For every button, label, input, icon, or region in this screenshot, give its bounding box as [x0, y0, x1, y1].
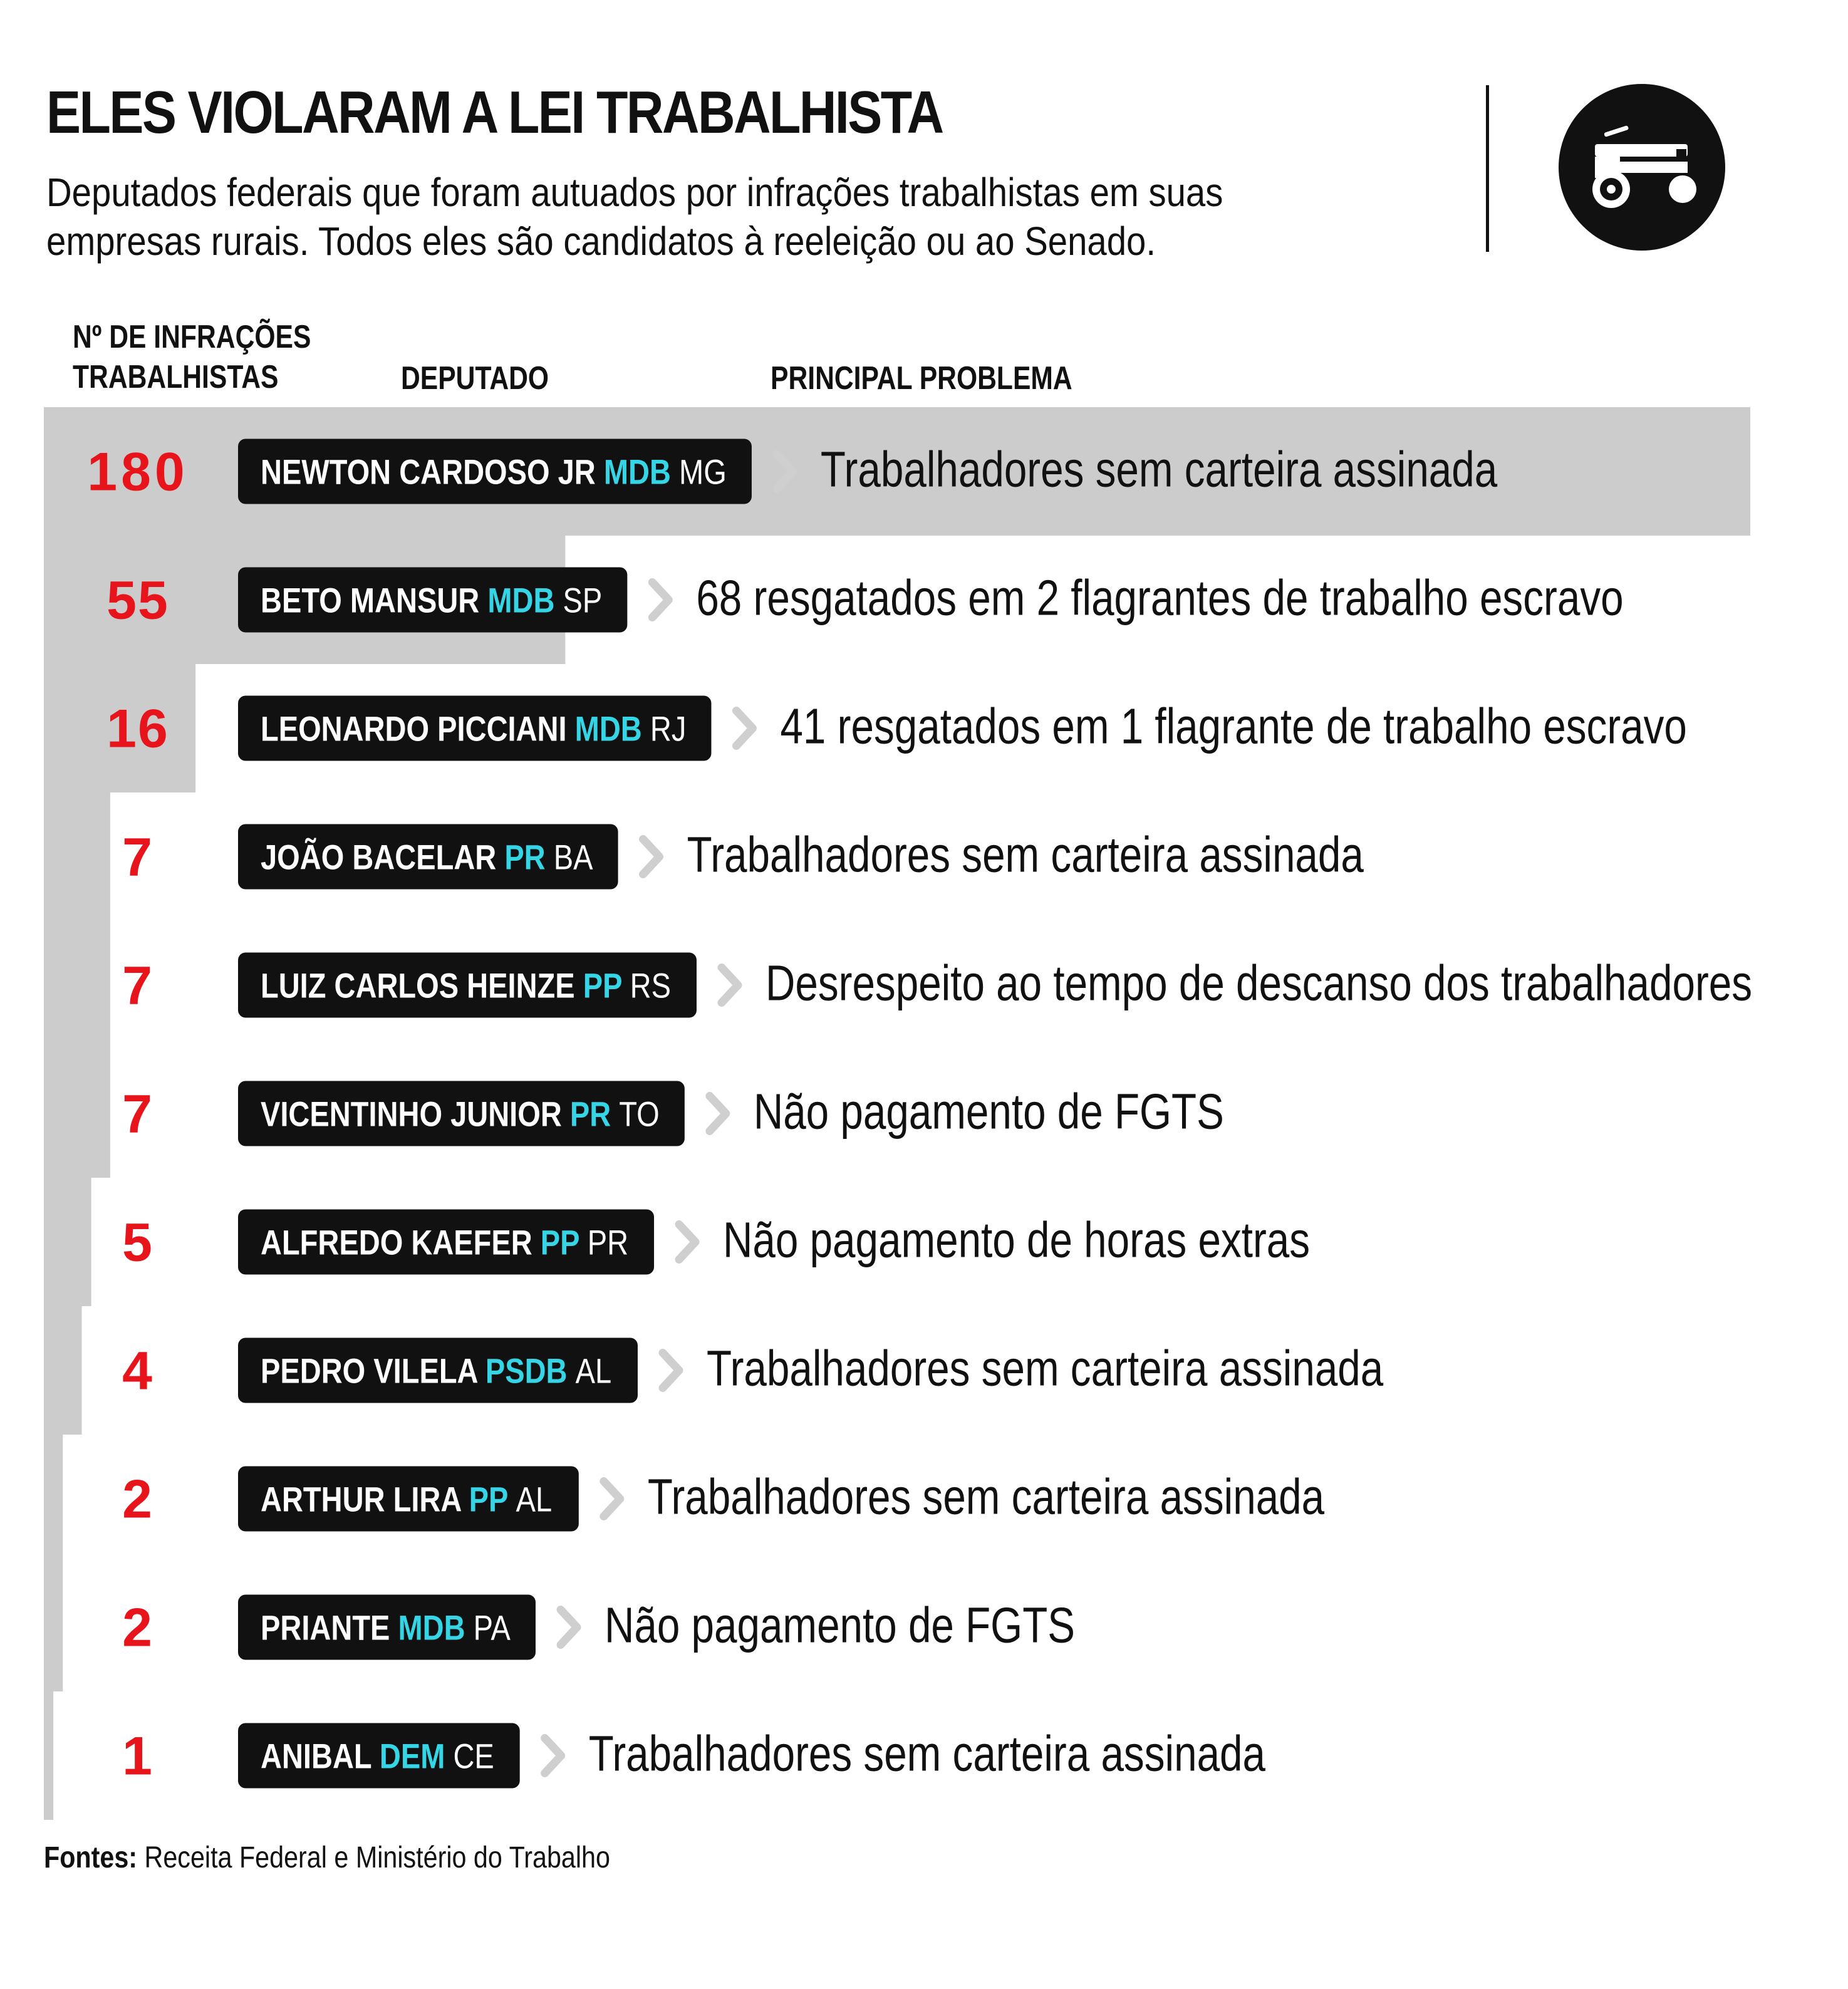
table-row — [44, 1178, 1310, 1306]
table-row — [44, 664, 1687, 792]
source-label: Fontes: — [44, 1841, 138, 1874]
table-row — [44, 536, 1624, 664]
state-label: PA — [473, 1607, 511, 1648]
deputy-label — [261, 452, 727, 492]
chevron-right-icon — [652, 583, 668, 618]
state-label: PR — [587, 1222, 629, 1262]
deputy-name: ARTHUR LIRA — [261, 1479, 469, 1519]
count-label: 2 — [122, 1469, 153, 1530]
problem-label: Não pagamento de FGTS — [753, 1083, 1224, 1140]
table-row — [44, 792, 1364, 921]
chevron-right-icon — [736, 711, 752, 746]
party-label: MDB — [487, 580, 563, 620]
bar — [44, 1435, 63, 1563]
state-label: AL — [575, 1351, 612, 1391]
column-header-count-line-2: TRABALHISTAS — [73, 359, 279, 395]
party-label: MDB — [574, 709, 650, 749]
deputy-name: ANIBAL — [261, 1736, 380, 1776]
deputy-label — [261, 1094, 660, 1134]
bar — [44, 792, 110, 921]
deputy-label — [261, 1608, 511, 1648]
deputy-name: LEONARDO PICCIANI — [261, 709, 575, 749]
count-label: 7 — [122, 955, 153, 1016]
deputy-label — [261, 1480, 552, 1519]
problem-label: Não pagamento de FGTS — [604, 1597, 1076, 1653]
count-label: 4 — [122, 1341, 153, 1401]
deputy-label — [261, 966, 671, 1005]
state-label: MG — [679, 452, 727, 492]
deputy-label — [261, 1351, 611, 1391]
deputy-name: JOÃO BACELAR — [261, 837, 505, 877]
deputy-name: NEWTON CARDOSO JR — [261, 452, 604, 492]
problem-label: Trabalhadores sem carteira assinada — [687, 826, 1364, 883]
chevron-right-icon — [679, 1225, 695, 1260]
chevron-right-icon — [545, 1738, 561, 1773]
chevron-right-icon — [604, 1482, 620, 1517]
chevron-right-icon — [722, 968, 738, 1003]
bar — [44, 1178, 91, 1306]
table-row — [44, 1435, 1324, 1563]
deputy-label — [261, 1737, 494, 1776]
count-label: 7 — [122, 1084, 153, 1145]
column-header-problem: PRINCIPAL PROBLEMA — [771, 360, 1072, 397]
state-label: CE — [453, 1736, 494, 1776]
deputy-label — [261, 581, 602, 620]
bar — [44, 921, 110, 1049]
state-label: RS — [630, 965, 672, 1005]
deputy-name: PEDRO VILELA — [261, 1351, 485, 1391]
state-label: AL — [516, 1479, 553, 1519]
table-row — [44, 921, 1752, 1049]
party-label: PP — [469, 1479, 516, 1519]
chevron-right-icon — [663, 1353, 679, 1388]
state-label: TO — [619, 1094, 660, 1134]
table-row — [44, 1691, 1265, 1820]
deputy-label — [261, 838, 593, 877]
bar — [44, 1049, 110, 1178]
party-label: MDB — [603, 452, 680, 492]
deputy-name: VICENTINHO JUNIOR — [261, 1094, 570, 1134]
subtitle-line-1: Deputados federais que foram autuados por infrações trabalhistas em suas — [46, 170, 1223, 215]
table-row — [44, 407, 1750, 536]
deputy-name: BETO MANSUR — [261, 580, 488, 620]
problem-label: Trabalhadores sem carteira assinada — [706, 1340, 1384, 1396]
problem-label: Trabalhadores sem carteira assinada — [647, 1468, 1325, 1525]
count-label: 7 — [122, 827, 153, 888]
problem-label: 41 resgatados em 1 flagrante de trabalho escravo — [780, 698, 1687, 754]
party-label: PR — [504, 837, 554, 877]
party-label: PSDB — [485, 1351, 576, 1391]
column-header-deputy: DEPUTADO — [401, 360, 549, 397]
chevron-right-icon — [561, 1610, 577, 1645]
count-label: 180 — [87, 442, 189, 502]
deputy-name: PRIANTE — [261, 1607, 398, 1648]
bar — [44, 1306, 82, 1435]
problem-label: Trabalhadores sem carteira assinada — [588, 1725, 1266, 1782]
source-text: Receita Federal e Ministério do Trabalho — [137, 1841, 610, 1874]
count-label: 1 — [122, 1726, 153, 1787]
state-label: BA — [553, 837, 593, 877]
count-label: 5 — [122, 1212, 153, 1273]
count-label: 2 — [122, 1597, 153, 1658]
party-label: MDB — [398, 1607, 474, 1648]
table-row — [44, 1563, 1075, 1691]
problem-label: 68 resgatados em 2 flagrantes de trabalho escravo — [696, 569, 1624, 626]
problem-label: Trabalhadores sem carteira assinada — [820, 441, 1498, 497]
deputy-label — [261, 1223, 628, 1262]
table-row — [44, 1306, 1384, 1435]
table-row — [44, 1049, 1224, 1178]
deputy-name: LUIZ CARLOS HEINZE — [261, 965, 583, 1005]
subtitle-line-2: empresas rurais. Todos eles são candidatos à reeleição ou ao Senado. — [46, 219, 1156, 264]
party-label: PP — [583, 965, 630, 1005]
column-header-count-line-1: Nº DE INFRAÇÕES — [73, 319, 311, 355]
count-label: 16 — [106, 698, 169, 759]
deputy-name: ALFREDO KAEFER — [261, 1222, 541, 1262]
bar — [44, 1691, 53, 1820]
bar — [44, 1563, 63, 1691]
source-note — [44, 1841, 610, 1875]
problem-label: Não pagamento de horas extras — [723, 1212, 1311, 1268]
state-label: RJ — [650, 709, 687, 749]
state-label: SP — [563, 580, 603, 620]
chevron-right-icon — [710, 1096, 726, 1131]
party-label: PP — [540, 1222, 588, 1262]
party-label: DEM — [379, 1736, 454, 1776]
count-label: 55 — [106, 570, 169, 631]
deputy-label — [261, 709, 686, 749]
problem-label: Desrespeito ao tempo de descanso dos trabalhadores — [765, 955, 1753, 1011]
party-label: PR — [569, 1094, 620, 1134]
chart-title: ELES VIOLARAM A LEI TRABALHISTA — [46, 79, 943, 146]
chevron-right-icon — [643, 839, 660, 875]
